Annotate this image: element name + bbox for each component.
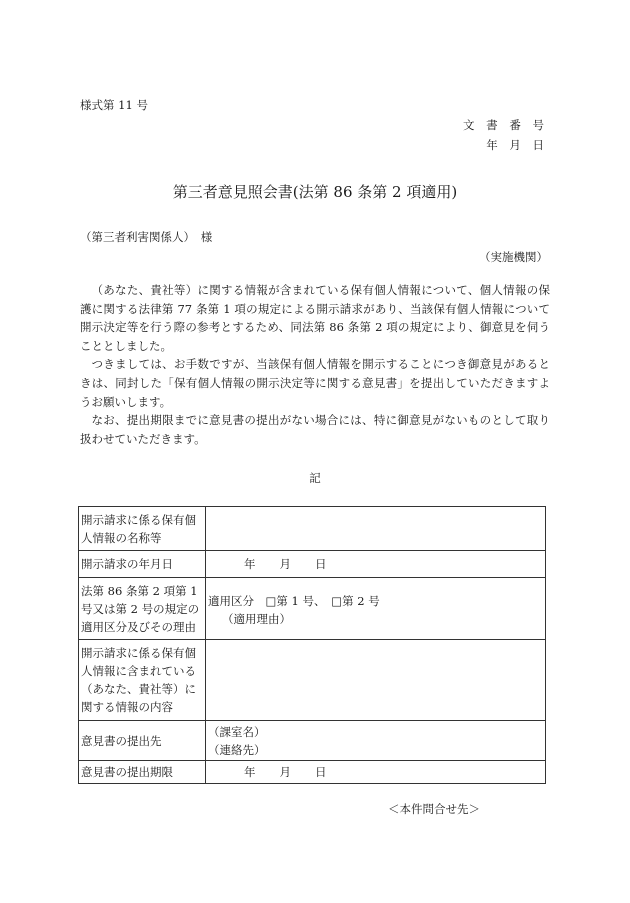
table-row (79, 507, 546, 551)
implementing-agency: （実施機関） (479, 250, 548, 264)
table-row (79, 578, 546, 640)
contact-label: （連絡先） (208, 742, 266, 757)
section-name-label: （課室名） (208, 724, 266, 739)
contact-inquiry-label: ＜本件問合せ先＞ (388, 802, 480, 816)
paragraph-2: つきましては、お手数ですが、当該保有個人情報を開示することにつき御意見があるときは、同封した「保有個人情報の開示決定等に関する意見書」を提出していただきますようお願いします。 (80, 357, 550, 409)
body-text (80, 281, 550, 448)
year-label: 年 (244, 765, 256, 779)
table-row (79, 721, 546, 761)
reason-label: （適用理由） (222, 612, 291, 626)
paragraph-1: （あなた、貴社等）に関する情報が含まれている保有個人情報について、個人情報の保護に関する法律第 77 条第 1 項の規定による開示請求があり、当該保有個人情報について開示決定等を行う際の参考とするため、同法第 86 条第 2 項の規定により、御意見を伺うこととしました。 (80, 283, 550, 353)
ki-heading: 記 (309, 471, 321, 485)
row-label-applicable-category: 法第 86 条第 2 項第 1 号又は第 2 号の規定の適用区分及びその理由 (79, 578, 206, 640)
document-number-label: 文 書 番 号 (463, 118, 548, 132)
paragraph-3: なお、提出期限までに意見書の提出がない場合には、特に御意見がないものとして取り扱わせていただきます。 (80, 413, 550, 446)
value-applicable-category (206, 578, 546, 640)
table-row (79, 761, 546, 784)
addressee: （第三者利害関係人） 様 (80, 230, 213, 244)
day-label: 日 (315, 557, 327, 571)
table-row (79, 640, 546, 721)
value-request-date (206, 551, 546, 578)
value-submission-destination (206, 721, 546, 761)
row-label-info-content: 開示請求に係る保有個人情報に含まれている（あなた、貴社等）に関する情報の内容 (79, 640, 206, 721)
year-label: 年 (244, 557, 256, 571)
value-submission-deadline (206, 761, 546, 784)
table-row (79, 551, 546, 578)
form-number: 様式第 11 号 (80, 98, 148, 112)
row-label-request-date: 開示請求の年月日 (79, 551, 206, 578)
month-label: 月 (279, 765, 291, 779)
details-table (78, 506, 546, 784)
document-title: 第三者意見照会書(法第 86 条第 2 項適用) (172, 183, 458, 201)
category-options: 適用区分 □第 1 号、 □第 2 号 (208, 594, 380, 608)
month-label: 月 (279, 557, 291, 571)
date-line: 年 月 日 (486, 138, 548, 152)
value-info-content (206, 640, 546, 721)
value-info-name (206, 507, 546, 551)
row-label-submission-deadline: 意見書の提出期限 (79, 761, 206, 784)
row-label-submission-destination: 意見書の提出先 (79, 721, 206, 761)
day-label: 日 (315, 765, 327, 779)
row-label-info-name: 開示請求に係る保有個人情報の名称等 (79, 507, 206, 551)
